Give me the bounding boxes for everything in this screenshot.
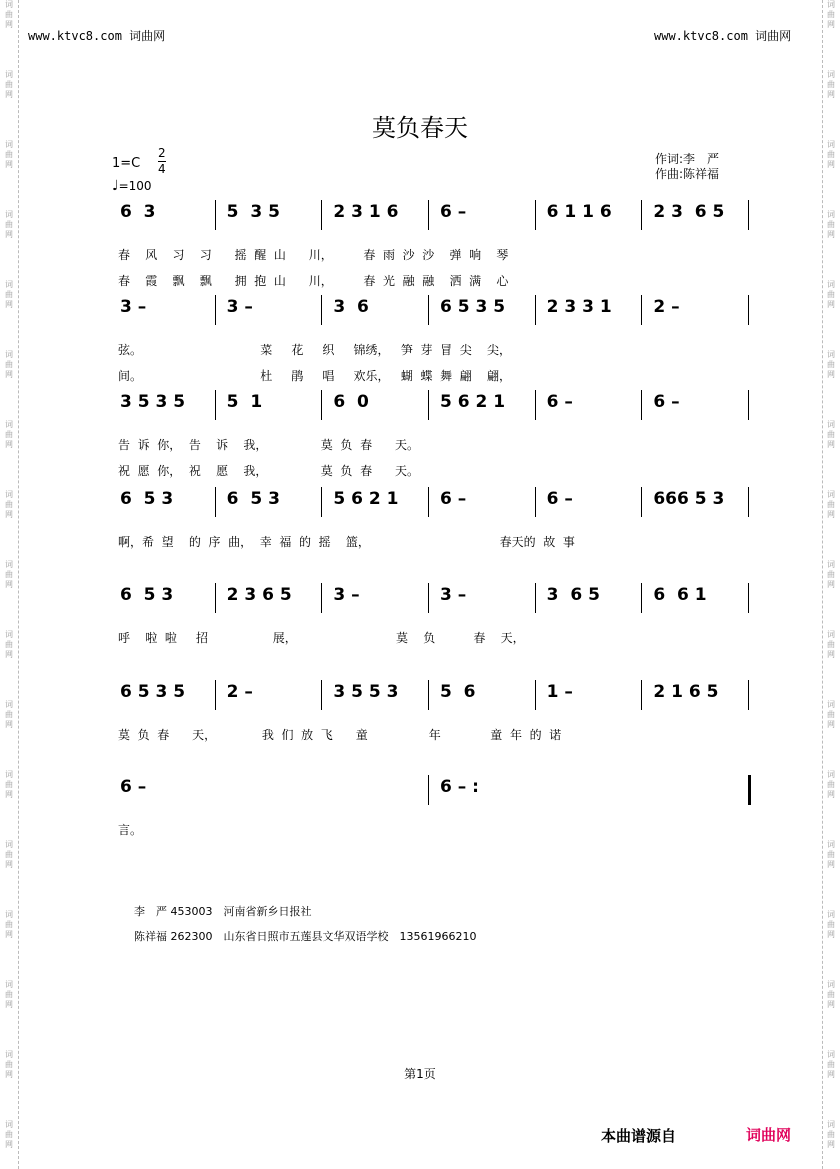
measure-notes: 6 – — [440, 202, 467, 222]
watermark-text: 词 曲 网 — [827, 140, 835, 169]
watermark-text: 词 曲 网 — [5, 560, 13, 589]
bar-line — [428, 200, 429, 230]
bar-line — [641, 680, 642, 710]
lyric-line-1: 言。 — [118, 823, 143, 837]
watermark-text: 词 曲 网 — [827, 350, 835, 379]
lyric-line-2: 祝 愿 你， 祝 愿 我， 莫 负 春 天。 — [118, 464, 419, 478]
watermark-text: 词 曲 网 — [827, 770, 835, 799]
bar-line — [321, 200, 322, 230]
measure-notes: 3 6 — [333, 297, 369, 317]
measure-notes: 3 – — [226, 297, 253, 317]
watermark-text: 词 曲 网 — [827, 490, 835, 519]
header-left-site: www.ktvc8.com 词曲网 — [28, 29, 166, 43]
measure-notes: 666 5 3 — [653, 489, 725, 509]
lyric-line-1: 啊，希 望 的 序 曲， 幸 福 的 摇 篮， 春天的 故 事 — [118, 535, 575, 549]
tempo-value: =100 — [118, 179, 152, 193]
lyricist: 作词:李 严 — [655, 152, 720, 166]
footer-lyricist-address: 李 严 453003 河南省新乡日报社 — [134, 905, 312, 918]
lyric-line-1: 春 风 习 习 摇 醒 山 川， 春 雨 沙 沙 弹 响 琴 — [118, 248, 509, 262]
bar-line — [748, 200, 749, 230]
score-system — [110, 200, 750, 290]
watermark-text: 词 曲 网 — [827, 1050, 835, 1079]
watermark-text: 词 曲 网 — [5, 980, 13, 1009]
bar-line — [428, 680, 429, 710]
bar-line — [321, 680, 322, 710]
watermark-text: 词 曲 网 — [5, 1050, 13, 1079]
left-watermark-strip — [2, 0, 16, 1169]
bar-line — [748, 583, 749, 613]
measure-notes: 6 – — [546, 392, 573, 412]
footer-composer-address: 陈祥福 262300 山东省日照市五莲县文华双语学校 13561966210 — [134, 930, 477, 943]
bar-line — [321, 295, 322, 325]
score-system — [110, 295, 750, 385]
watermark-text: 词 曲 网 — [5, 140, 13, 169]
measure-notes: 6 6 1 — [653, 585, 707, 605]
watermark-text: 词 曲 网 — [827, 0, 835, 29]
watermark-text: 词 曲 网 — [827, 910, 835, 939]
bar-line — [428, 487, 429, 517]
watermark-text: 词 曲 网 — [827, 280, 835, 309]
measure-notes: 6 0 — [333, 392, 369, 412]
measure-notes: 3 – — [120, 297, 147, 317]
score-system — [110, 583, 750, 673]
watermark-text: 词 曲 网 — [5, 1120, 13, 1149]
measure-notes: 6 1 1 6 — [546, 202, 612, 222]
measure-notes: 6 – — [120, 777, 147, 797]
bar-line — [321, 390, 322, 420]
score-system — [110, 775, 750, 865]
watermark-text: 词 曲 网 — [5, 770, 13, 799]
bar-line — [535, 487, 536, 517]
bar-line — [748, 487, 749, 517]
bar-line — [215, 295, 216, 325]
bar-line — [215, 200, 216, 230]
watermark-text: 词 曲 网 — [827, 630, 835, 659]
measure-notes: 2 1 6 5 — [653, 682, 719, 702]
measure-notes: 2 3 3 1 — [546, 297, 612, 317]
measure-notes: 6 5 3 — [120, 489, 174, 509]
bar-line — [641, 390, 642, 420]
measure-notes: 6 5 3 — [226, 489, 280, 509]
right-watermark-strip — [824, 0, 838, 1169]
watermark-text: 词 曲 网 — [827, 210, 835, 239]
measure-notes: 5 6 — [440, 682, 476, 702]
measure-notes: 5 6 2 1 — [333, 489, 399, 509]
bar-line — [748, 775, 751, 805]
measure-notes: 2 – — [226, 682, 253, 702]
bar-line — [535, 680, 536, 710]
page-number: 第1页 — [404, 1067, 436, 1081]
measure-notes: 6 3 — [120, 202, 156, 222]
bar-line — [535, 295, 536, 325]
watermark-text: 词 曲 网 — [5, 210, 13, 239]
measure-notes: 5 3 5 — [226, 202, 280, 222]
measure-notes: 2 – — [653, 297, 680, 317]
measure-notes: 6 – — [440, 489, 467, 509]
watermark-text: 词 曲 网 — [5, 280, 13, 309]
bar-line — [748, 680, 749, 710]
watermark-text: 词 曲 网 — [5, 420, 13, 449]
watermark-text: 词 曲 网 — [5, 0, 13, 29]
tempo-marking — [112, 178, 152, 194]
bar-line — [215, 390, 216, 420]
song-title: 莫负春天 — [372, 114, 468, 142]
watermark-text: 词 曲 网 — [5, 70, 13, 99]
watermark-text: 词 曲 网 — [827, 70, 835, 99]
bar-line — [215, 487, 216, 517]
watermark-text: 词 曲 网 — [5, 700, 13, 729]
watermark-text: 词 曲 网 — [827, 560, 835, 589]
time-denominator: 4 — [158, 162, 166, 176]
measure-notes: 1 – — [546, 682, 573, 702]
bar-line — [428, 583, 429, 613]
bar-line — [535, 583, 536, 613]
measure-notes: 6 – — [653, 392, 680, 412]
bar-line — [535, 390, 536, 420]
bar-line — [641, 487, 642, 517]
bar-line — [428, 295, 429, 325]
quarter-note-icon: ♩ — [112, 178, 119, 194]
key-signature: 1=C — [112, 156, 141, 171]
measure-notes: 3 6 5 — [546, 585, 600, 605]
lyric-line-1: 告 诉 你， 告 诉 我， 莫 负 春 天。 — [118, 438, 419, 452]
watermark-text: 词 曲 网 — [827, 1120, 835, 1149]
watermark-text: 词 曲 网 — [5, 840, 13, 869]
lyric-line-2: 间。 杜 鹃 唱 欢乐， 蝴 蝶 舞 翩 翩， — [118, 369, 512, 383]
measure-notes: 3 – — [440, 585, 467, 605]
watermark-text: 词 曲 网 — [5, 910, 13, 939]
lyric-line-1: 弦。 菜 花 织 锦绣， 笋 芽 冒 尖 尖， — [118, 343, 512, 357]
score-system — [110, 680, 750, 770]
measure-notes: 3 – — [333, 585, 360, 605]
bar-line — [321, 583, 322, 613]
score-system — [110, 487, 750, 577]
left-edge-line — [18, 0, 19, 1169]
measure-notes: 5 1 — [226, 392, 263, 412]
bar-line — [428, 390, 429, 420]
bar-line — [321, 487, 322, 517]
watermark-text: 词 曲 网 — [827, 840, 835, 869]
bar-line — [535, 200, 536, 230]
right-edge-line — [822, 0, 823, 1169]
measure-notes: 3 5 5 3 — [333, 682, 399, 702]
header-right-site: www.ktvc8.com 词曲网 — [654, 29, 792, 43]
measure-notes: 2 3 6 5 — [226, 585, 292, 605]
watermark-text: 词 曲 网 — [5, 350, 13, 379]
measure-notes: 5 6 2 1 — [440, 392, 506, 412]
bar-line — [215, 583, 216, 613]
watermark-text: 词 曲 网 — [5, 630, 13, 659]
bar-line — [748, 390, 749, 420]
watermark-text: 词 曲 网 — [827, 420, 835, 449]
measure-notes: 2 3 1 6 — [333, 202, 399, 222]
lyric-line-2: 春 霞 飘 飘 拥 抱 山 川， 春 光 融 融 洒 满 心 — [118, 274, 509, 288]
time-signature — [158, 146, 166, 177]
measure-notes: 6 – — [546, 489, 573, 509]
time-numerator: 2 — [158, 146, 166, 160]
composer: 作曲:陈祥福 — [655, 167, 720, 181]
watermark-text: 词 曲 网 — [5, 490, 13, 519]
measure-notes: 3 5 3 5 — [120, 392, 186, 412]
lyric-line-1: 莫 负 春 天， 我 们 放 飞 童 年 童 年 的 诺 — [118, 728, 562, 742]
measure-notes: 6 5 3 5 — [440, 297, 506, 317]
credits — [655, 152, 719, 182]
measure-notes: 6 5 3 5 — [120, 682, 186, 702]
watermark-text: 词 曲 网 — [827, 700, 835, 729]
source-label: 本曲谱源自 — [601, 1127, 677, 1145]
source-brand: 词曲网 — [746, 1126, 792, 1144]
bar-line — [641, 583, 642, 613]
bar-line — [428, 775, 429, 805]
lyric-line-1: 呼 啦 啦 招 展， 莫 负 春 天， — [118, 631, 525, 645]
measure-notes: 6 5 3 — [120, 585, 174, 605]
bar-line — [748, 295, 749, 325]
bar-line — [641, 295, 642, 325]
bar-line — [215, 680, 216, 710]
measure-notes: 6 – : — [440, 777, 479, 797]
score-system — [110, 390, 750, 480]
watermark-text: 词 曲 网 — [827, 980, 835, 1009]
bar-line — [641, 200, 642, 230]
measure-notes: 2 3 6 5 — [653, 202, 725, 222]
